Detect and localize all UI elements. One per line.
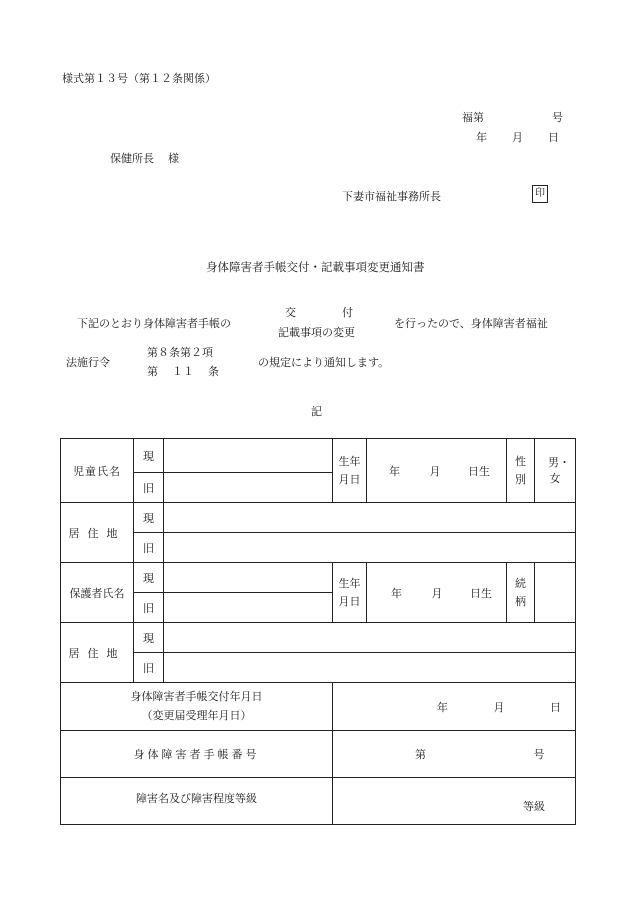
seal-mark: 印: [532, 185, 548, 203]
child-address-current-label: 現: [134, 503, 164, 533]
guardian-address-label: 居住地: [61, 623, 134, 683]
notice-form-table: [60, 438, 576, 825]
guardian-birth-day: 日生: [470, 586, 492, 600]
child-birth-year: 年: [389, 464, 400, 478]
relation-label: [507, 563, 535, 623]
option-issue-char2: 付: [342, 306, 353, 319]
book-number-field[interactable]: [333, 731, 576, 778]
child-birth-month: 月: [429, 464, 441, 478]
issue-date-label-line1: 身体障害者手帳交付年月日: [130, 689, 263, 703]
disability-field[interactable]: [333, 778, 576, 825]
article-option-b-prefix: 第: [147, 365, 158, 378]
relation-label-text: 続柄: [515, 576, 526, 608]
guardian-name-current-label: 現: [134, 563, 164, 593]
body-text-4: の規定により通知します。: [258, 356, 390, 369]
body-text-2: を行ったので、身体障害者福祉: [394, 317, 548, 330]
issue-day: 日: [550, 700, 561, 714]
guardian-birth-month: 月: [431, 586, 443, 600]
issue-month: 月: [493, 700, 505, 714]
relation-field[interactable]: [535, 563, 576, 623]
child-address-current-field[interactable]: [164, 503, 576, 533]
book-number-prefix: 第: [415, 748, 426, 761]
child-address-old-field[interactable]: [164, 533, 576, 563]
child-birth-field[interactable]: [367, 439, 507, 503]
issue-date-field[interactable]: [333, 683, 576, 731]
child-name-current-field[interactable]: [164, 439, 333, 473]
guardian-birth-year: 年: [391, 586, 402, 600]
guardian-address-current-field[interactable]: [164, 623, 576, 653]
issue-date-label: [61, 683, 333, 731]
option-issue-char1: 交: [285, 306, 296, 319]
article-option-a: 第８条第２項: [147, 346, 213, 359]
sender: 下妻市福祉事務所長: [342, 190, 441, 203]
date-year: 年: [476, 131, 487, 144]
child-name-current-label: 現: [134, 439, 164, 473]
date-day: 日: [548, 131, 559, 144]
guardian-address-old-field[interactable]: [164, 653, 576, 683]
book-number-suffix: 号: [533, 748, 545, 761]
disability-label: 障害名及び障害程度等級: [61, 778, 333, 825]
guardian-birth-field[interactable]: [367, 563, 507, 623]
child-address-old-label: 旧: [134, 533, 164, 563]
child-address-label: 居住地: [61, 503, 134, 563]
child-birth-day: 日生: [468, 464, 490, 478]
guardian-address-current-label: 現: [134, 623, 164, 653]
guardian-name-old-field[interactable]: [164, 593, 333, 623]
guardian-name-label: 保護者氏名: [61, 563, 134, 623]
ki-label: 記: [311, 405, 322, 418]
child-name-old-label: 旧: [134, 473, 164, 503]
book-number-label: 身体障害者手帳番号: [61, 731, 333, 778]
sex-label-text: 性別: [515, 454, 526, 486]
recipient-honorific: 様: [168, 152, 179, 165]
recipient: 保健所長: [110, 152, 154, 165]
date-month: 月: [512, 131, 523, 144]
sex-label: [507, 439, 535, 503]
guardian-birth-label: [333, 563, 367, 623]
child-name-old-field[interactable]: [164, 473, 333, 503]
body-text-1: 下記のとおり身体障害者手帳の: [77, 317, 231, 330]
document-title: 身体障害者手帳交付・記載事項変更通知書: [206, 260, 425, 274]
issue-date-label-line2: （変更届受理年月日）: [141, 708, 252, 722]
article-option-b-suffix: 条: [208, 365, 219, 378]
form-number: 様式第１３号（第１２条関係）: [62, 72, 216, 85]
issue-year: 年: [437, 700, 448, 714]
grade-label: 等級: [523, 800, 545, 813]
child-name-label: 児童氏名: [61, 439, 134, 503]
guardian-name-current-field[interactable]: [164, 563, 333, 593]
guardian-birth-label-text: 生年月日: [338, 576, 361, 608]
doc-number-suffix: 号: [552, 111, 563, 124]
sex-value-text: 男・女: [548, 456, 570, 485]
guardian-address-old-label: 旧: [134, 653, 164, 683]
option-change: 記載事項の変更: [278, 326, 355, 339]
doc-number-prefix: 福第: [462, 111, 484, 124]
sex-value[interactable]: [535, 439, 576, 503]
child-birth-label-text: 生年月日: [338, 454, 361, 486]
child-birth-label: [333, 439, 367, 503]
guardian-name-old-label: 旧: [134, 593, 164, 623]
article-option-b-number: １１: [172, 365, 194, 378]
body-text-3: 法施行令: [66, 356, 110, 369]
